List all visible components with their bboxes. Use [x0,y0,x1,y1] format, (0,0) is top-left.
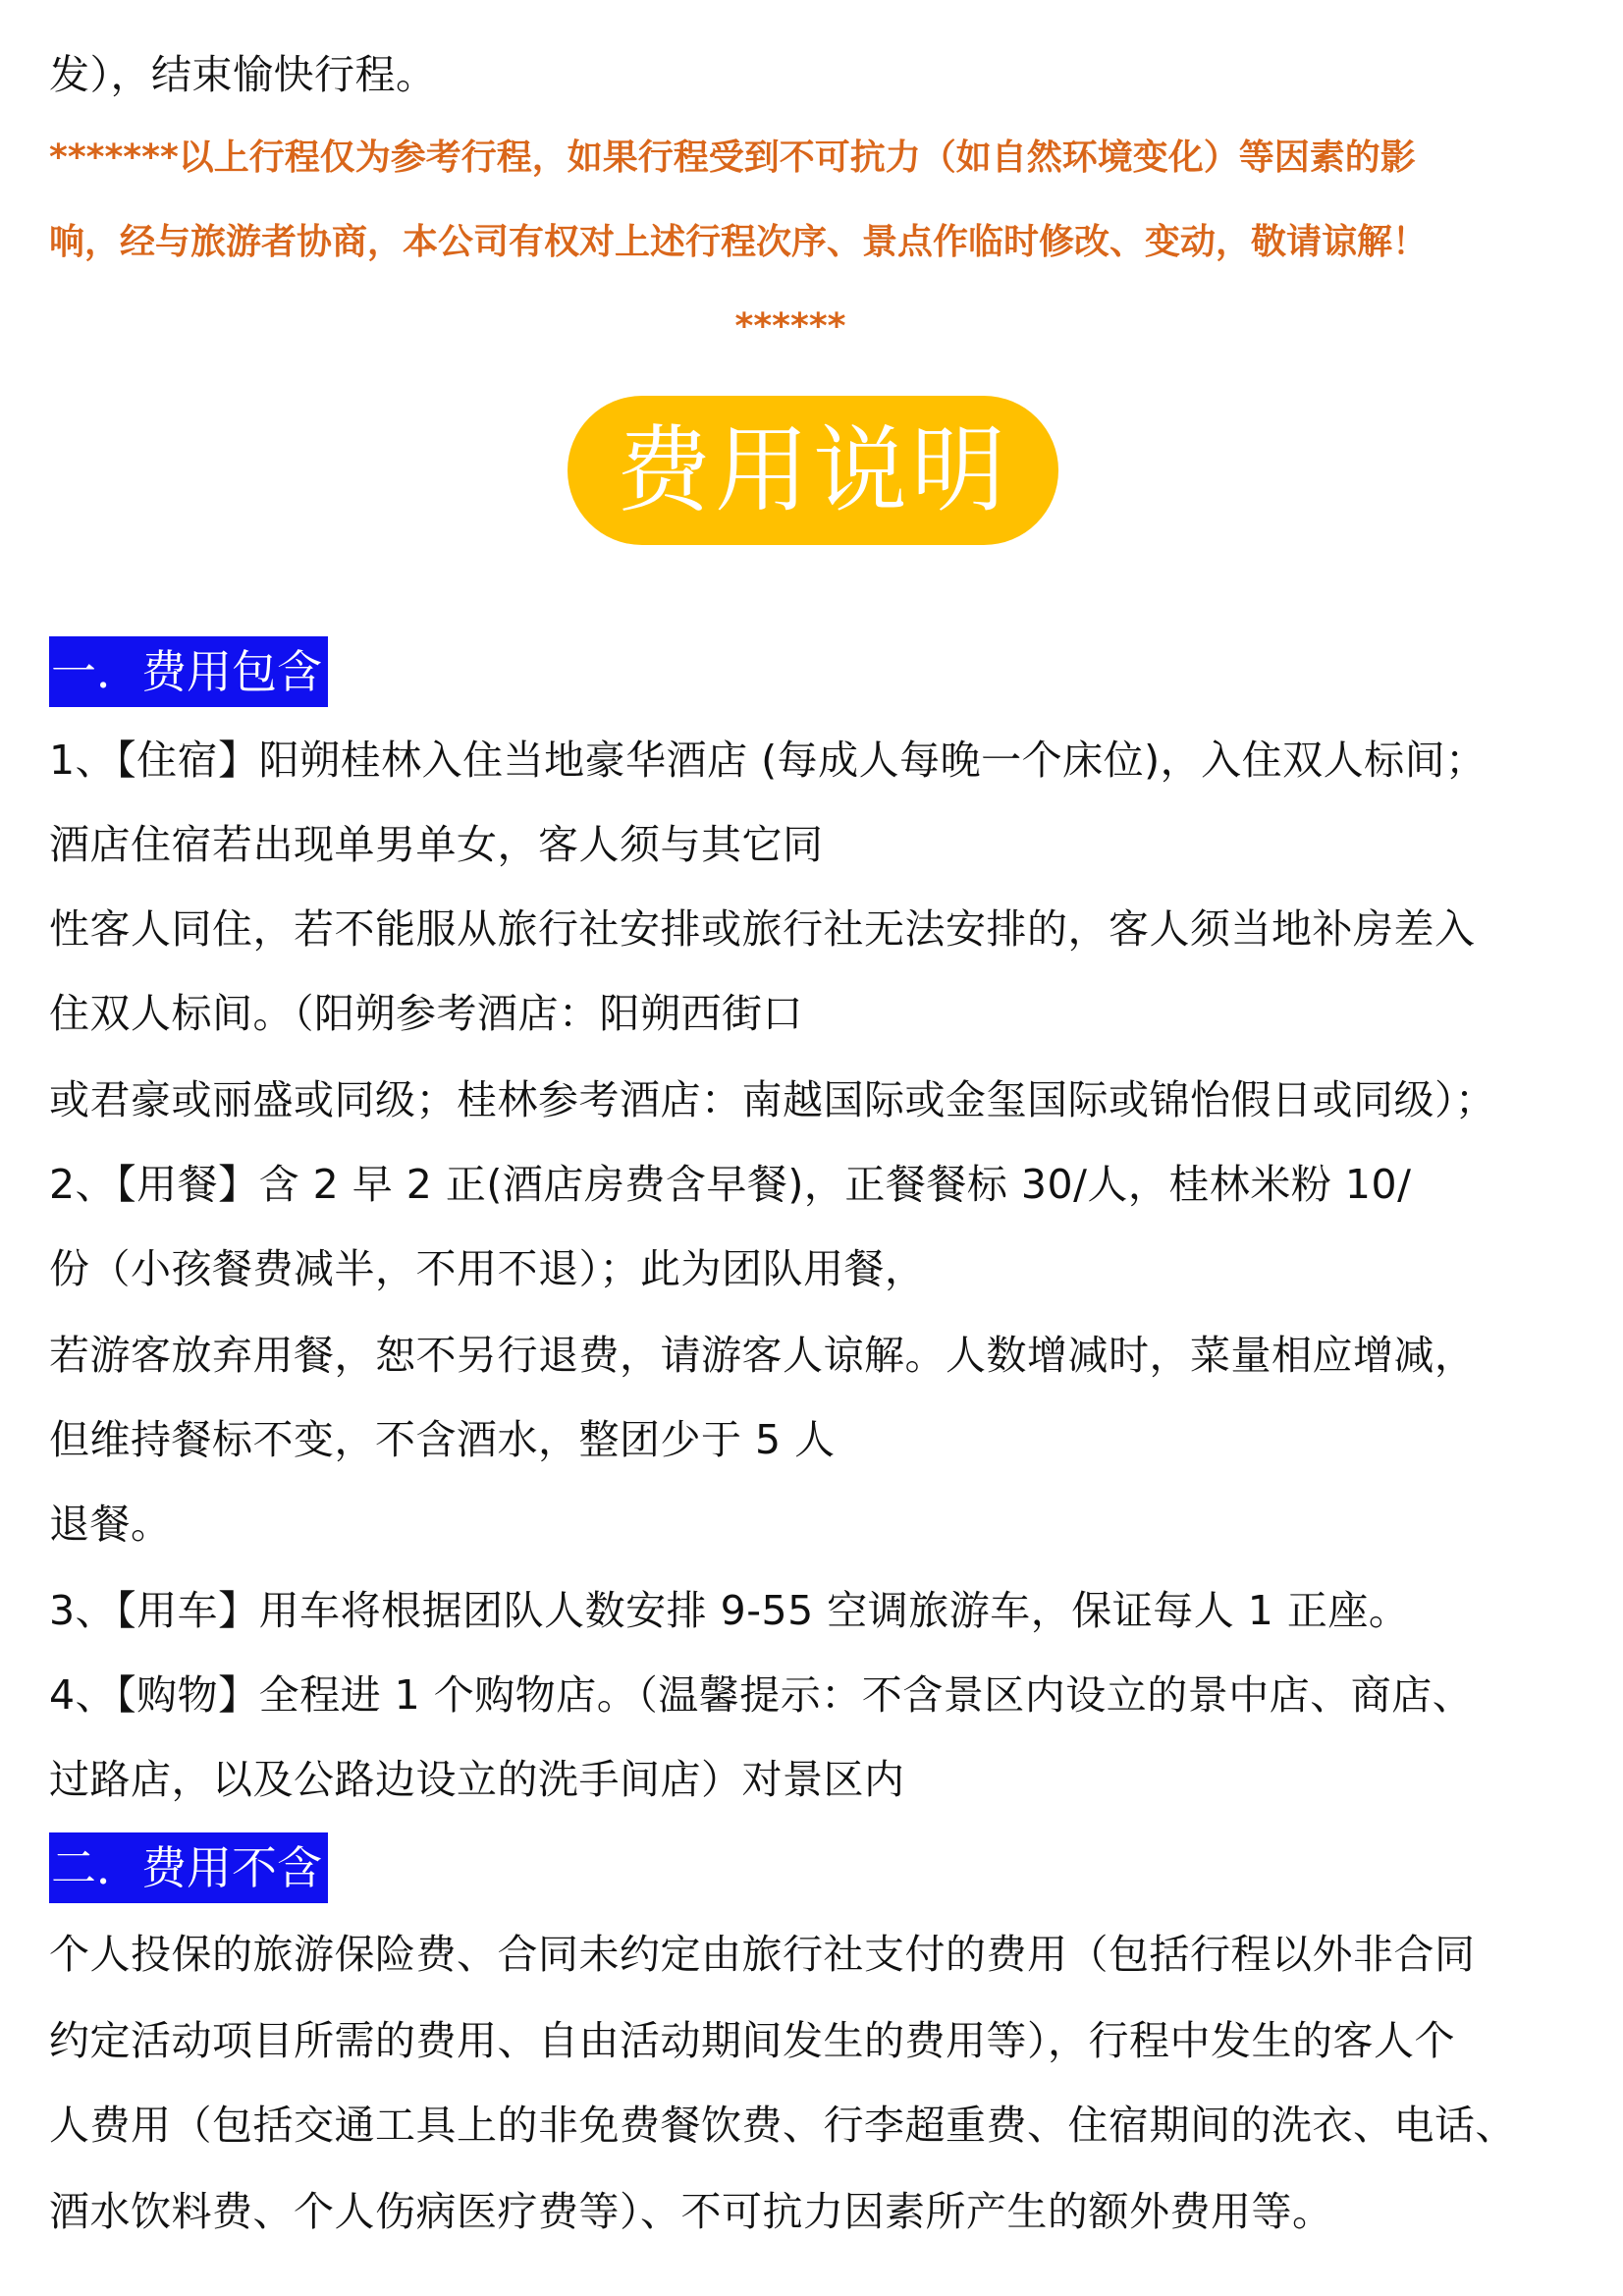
notice-line: 响，经与旅游者协商，本公司有权对上述行程次序、景点作临时修改、变动，敬请谅解！ [49,222,1429,262]
section-heading-included: 一．费用包含 [49,636,328,707]
body-text-line: 3、【用车】用车将根据团队人数安排 9-55 空调旅游车，保证每人 1 正座。 [49,1587,1410,1634]
notice-line: *******以上行程仅为参考行程，如果行程受到不可抗力（如自然环境变化）等因素的影 [49,137,1416,178]
body-text-line: 退餐。 [49,1501,172,1548]
body-text-line: 酒水饮料费、个人伤病医疗费等）、不可抗力因素所产生的额外费用等。 [49,2188,1333,2235]
body-text-line: 4、【购物】全程进 1 个购物店。（温馨提示：不含景区内设立的景中店、商店、 [49,1671,1474,1719]
body-text-line: 发），结束愉快行程。 [49,51,437,98]
body-text-line: 住双人标间。（阳朔参考酒店：阳朔西街口 [49,990,803,1037]
body-text-line: 人费用（包括交通工具上的非免费餐饮费、行李超重费、住宿期间的洗衣、电话、 [49,2102,1516,2149]
body-text-line: 约定活动项目所需的费用、自由活动期间发生的费用等），行程中发生的客人个 [49,2017,1455,2064]
body-text-line: 过路店，以及公路边设立的洗手间店）对景区内 [49,1756,905,1803]
body-text-line: 1、【住宿】阳朔桂林入住当地豪华酒店 (每成人每晚一个床位)，入住双人标间； [49,737,1487,784]
body-text-line: 性客人同住，若不能服从旅行社安排或旅行社无法安排的，客人须当地补房差入 [49,905,1476,953]
page-title-badge: 费用说明 [568,396,1058,545]
body-text-line: 份（小孩餐费减半，不用不退）；此为团队用餐， [49,1245,926,1292]
body-text-line: 但维持餐标不变，不含酒水，整团少于 5 人 [49,1416,836,1463]
body-text-line: 若游客放弃用餐，恕不另行退费，请游客人谅解。人数增减时，菜量相应增减， [49,1332,1476,1379]
body-text-line: 2、【用餐】含 2 早 2 正(酒店房费含早餐)，正餐餐标 30/人，桂林米粉 10/ [49,1161,1412,1208]
body-text-line: 或君豪或丽盛或同级；桂林参考酒店：南越国际或金玺国际或锦怡假日或同级）； [49,1076,1496,1123]
section-heading-excluded: 二．费用不含 [49,1832,328,1903]
notice-stars: ****** [734,306,846,347]
body-text-line: 个人投保的旅游保险费、合同未约定由旅行社支付的费用（包括行程以外非合同 [49,1931,1476,1978]
body-text-line: 酒店住宿若出现单男单女，客人须与其它同 [49,821,824,868]
